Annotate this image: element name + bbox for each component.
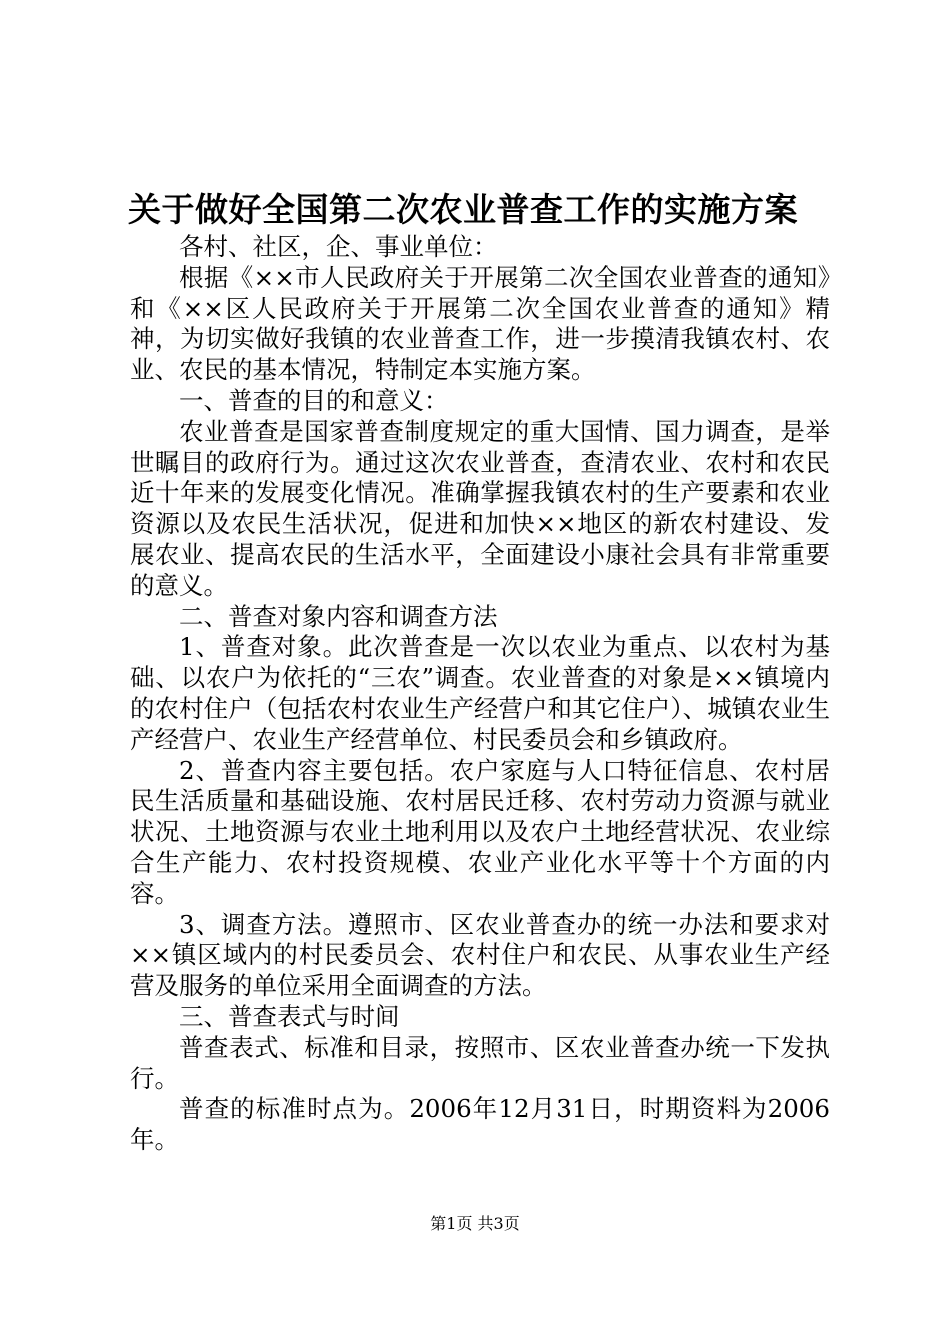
section-heading-3: 三、普查表式与时间 (179, 1001, 400, 1031)
paragraph-forms: 普查表式、标准和目录，按照市、区农业普查办统一下发执行。 (130, 1032, 830, 1093)
section-heading-2: 二、普查对象内容和调查方法 (179, 601, 498, 631)
document-title: 关于做好全国第二次农业普查工作的实施方案 (128, 190, 798, 229)
section-heading-1: 一、普查的目的和意义： (179, 385, 449, 415)
paragraph-salutation: 各村、社区，企、事业单位： (179, 232, 498, 261)
page-number-footer: 第1页 共3页 (430, 1214, 520, 1233)
paragraph-timing: 普查的标准时点为。2006年12月31日，时期资料为2006年。 (130, 1094, 830, 1155)
paragraph-survey-content: 2、普查内容主要包括。农户家庭与人口特征信息、农村居民生活质量和基础设施、农村居民迁移、农村劳动力资源与就业状况、土地资源与农业土地利用以及农户土地经营状况、农业综合生产能力、农村投资规模、农业产业化水平等十个方面的内容。 (130, 755, 830, 908)
paragraph-intro: 根据《××市人民政府关于开展第二次全国农业普查的通知》和《××区人民政府关于开展第二次全国农业普查的通知》精神，为切实做好我镇的农业普查工作，进一步摸清我镇农村、农业、农民的基本情况，特制定本实施方案。 (130, 262, 830, 385)
paragraph-survey-objects: 1、普查对象。此次普查是一次以农业为重点、以农村为基础、以农户为依托的“三农”调查。农业普查的对象是××镇境内的农村住户（包括农村农业生产经营户和其它住户）、城镇农业生产经营户、农业生产经营单位、村民委员会和乡镇政府。 (130, 632, 830, 754)
paragraph-purpose: 农业普查是国家普查制度规定的重大国情、国力调查，是举世瞩目的政府行为。通过这次农业普查，查清农业、农村和农民近十年来的发展变化情况。准确掌握我镇农村的生产要素和农业资源以及农民生活状况，促进和加快××地区的新农村建设、发展农业、提高农民的生活水平，全面建设小康社会具有非常重要的意义。 (130, 416, 830, 600)
document-body (130, 232, 830, 1156)
paragraph-survey-method: 3、调查方法。遵照市、区农业普查办的统一办法和要求对××镇区域内的村民委员会、农村住户和农民、从事农业生产经营及服务的单位采用全面调查的方法。 (130, 909, 830, 1001)
